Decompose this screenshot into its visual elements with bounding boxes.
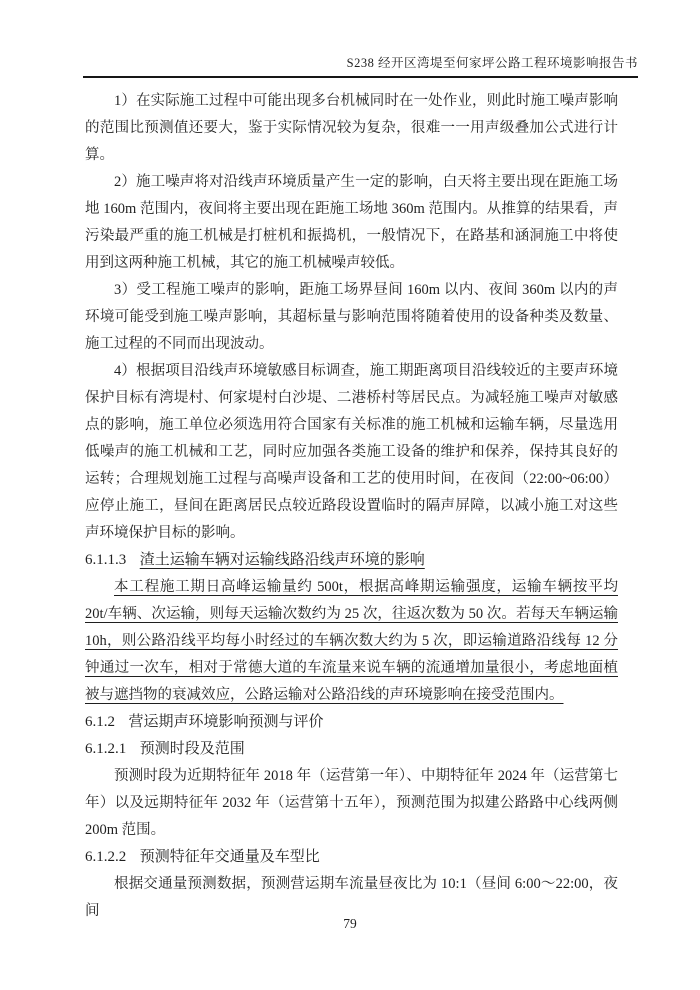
section-number: 6.1.2.1	[85, 741, 127, 757]
section-heading	[85, 709, 618, 736]
paragraph: 预测时段为近期特征年 2018 年（运营第一年）、中期特征年 2024 年（运营第七年）以及远期特征年 2032 年（运营第十五年），预测范围为拟建公路路中心线两侧 200m 范围。	[85, 768, 618, 838]
section-title: 营运期声环境影响预测与评价	[128, 714, 324, 730]
page-footer	[0, 916, 700, 932]
running-header	[83, 53, 638, 78]
section-title: 预测时段及范围	[139, 741, 245, 757]
section-title: 预测特征年交通量及车型比	[139, 849, 320, 865]
section-heading	[85, 844, 618, 871]
paragraph: 3）受工程施工噪声的影响，距施工场界昼间 160m 以内、夜间 360m 以内的声环境可能受到施工噪声影响，其超标量与影响范围将随着使用的设备种类及数量、施工过程的不同而出现波动。	[85, 282, 618, 352]
section-number: 6.1.2.2	[85, 849, 127, 865]
page-number: 79	[343, 916, 357, 931]
paragraph: 2）施工噪声将对沿线声环境质量产生一定的影响，白天将主要出现在距施工场地 160m 范围内，夜间将主要出现在距施工场地 360m 范围内。从推算的结果看，声污染最严重的施工机械是打桩机和振捣机，一般情况下，在路基和涵洞施工中将使用到这两种施工机械，其它的施工机械噪声较低。	[85, 174, 618, 271]
paragraph: 1）在实际施工过程中可能出现多台机械同时在一处作业，则此时施工噪声影响的范围比预测值还要大，鉴于实际情况较为复杂，很难一一用声级叠加公式进行计算。	[85, 93, 618, 163]
paragraph-underlined: 本工程施工期日高峰运输量约 500t，根据高峰期运输强度，运输车辆按平均 20t/车辆、次运输，则每天运输次数约为 25 次，往返次数为 50 次。若每天车辆运输 10h，则公路沿线平均每小时经过的车辆次数大约为 5 次，即运输道路沿线每 12 分钟通过一次车，相对于常德大道的车流量来说车辆的流通增加量很小，考虑地面植被与遮挡物的衰减效应，公路运输对公路沿线的声环境影响在接受范围内。	[85, 579, 618, 703]
section-title: 渣土运输车辆对运输线路沿线声环境的影响	[139, 552, 425, 568]
section-number: 6.1.2	[85, 714, 115, 730]
paragraph: 4）根据项目沿线声环境敏感目标调查，施工期距离项目沿线较近的主要声环境保护目标有湾堤村、何家堤村白沙堤、二港桥村等居民点。为减轻施工噪声对敏感点的影响，施工单位必须选用符合国家有关标准的施工机械和运输车辆，尽量选用低噪声的施工机械和工艺，同时应加强各类施工设备的维护和保养，保持其良好的运转；合理规划施工过程与高噪声设备和工艺的使用时间，在夜间（22:00~06:00）应停止施工，昼间在距离居民点较近路段设置临时的隔声屏障，以减小施工对这些声环境保护目标的影响。	[85, 363, 618, 541]
paragraph: 根据交通量预测数据，预测营运期车流量昼夜比为 10:1（昼间 6:00～22:00，夜间	[85, 876, 618, 919]
document-body	[85, 88, 618, 925]
running-header-title: S238 经开区湾堤至何家坪公路工程环境影响报告书	[346, 56, 638, 70]
section-heading	[85, 547, 618, 574]
section-number: 6.1.1.3	[85, 552, 127, 568]
section-heading	[85, 736, 618, 763]
